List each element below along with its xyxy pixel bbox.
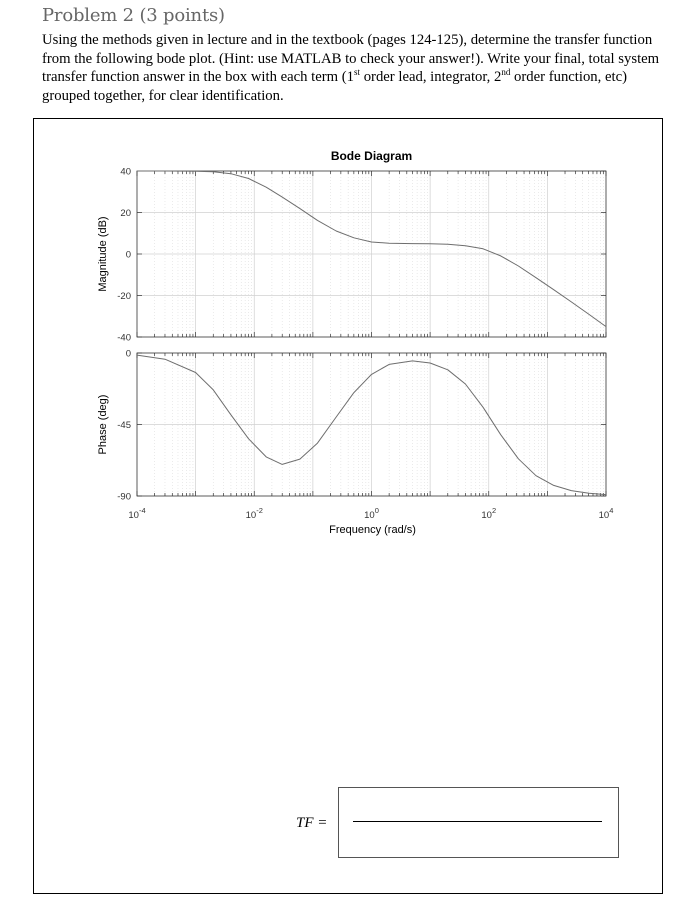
phase-y-tick-label: -45 bbox=[117, 420, 131, 431]
desc-text-2: order lead, integrator, 2 bbox=[360, 69, 502, 85]
x-tick-label: $10^2$ bbox=[481, 506, 497, 521]
magnitude-y-tick-label: -40 bbox=[117, 332, 131, 344]
magnitude-y-tick-label: 0 bbox=[125, 249, 131, 261]
desc-sup-2: nd bbox=[501, 67, 511, 78]
phase-y-axis-label: Phase (deg) bbox=[97, 394, 109, 455]
magnitude-y-axis-label: Magnitude (dB) bbox=[97, 216, 109, 292]
tf-label: TF = bbox=[296, 815, 328, 831]
magnitude-panel bbox=[97, 167, 606, 344]
x-tick-label: $10^4$ bbox=[598, 506, 614, 521]
x-axis-label: Frequency (rad/s) bbox=[329, 524, 416, 536]
desc-text-3: order function, etc) grouped together, for clear identification. bbox=[42, 69, 628, 104]
x-tick-label: $10^{-4}$ bbox=[128, 506, 146, 521]
chart-title: Bode Diagram bbox=[330, 149, 413, 163]
x-tick-label: $10^{-2}$ bbox=[245, 506, 263, 521]
magnitude-y-tick-label: -20 bbox=[117, 291, 131, 302]
magnitude-y-tick-label: 40 bbox=[120, 166, 131, 178]
phase-y-tick-label: -90 bbox=[117, 491, 131, 503]
problem-title: Problem 2 (3 points) bbox=[42, 5, 225, 26]
answer-box[interactable] bbox=[338, 787, 619, 858]
x-tick-label: $10^0$ bbox=[364, 506, 379, 521]
desc-sup-1: st bbox=[354, 67, 361, 78]
phase-y-tick-label: 0 bbox=[125, 348, 131, 360]
phase-panel bbox=[97, 349, 606, 503]
answer-line bbox=[353, 821, 602, 822]
desc-text-1: Using the methods given in lecture and in the textbook (pages 124-125), determine the transfer function from the following bode plot. (Hint: use MATLAB to check your answer!). Write your final, total system transfer function answer in the box with each term (1 bbox=[42, 32, 660, 85]
magnitude-y-tick-label: 20 bbox=[120, 208, 131, 219]
